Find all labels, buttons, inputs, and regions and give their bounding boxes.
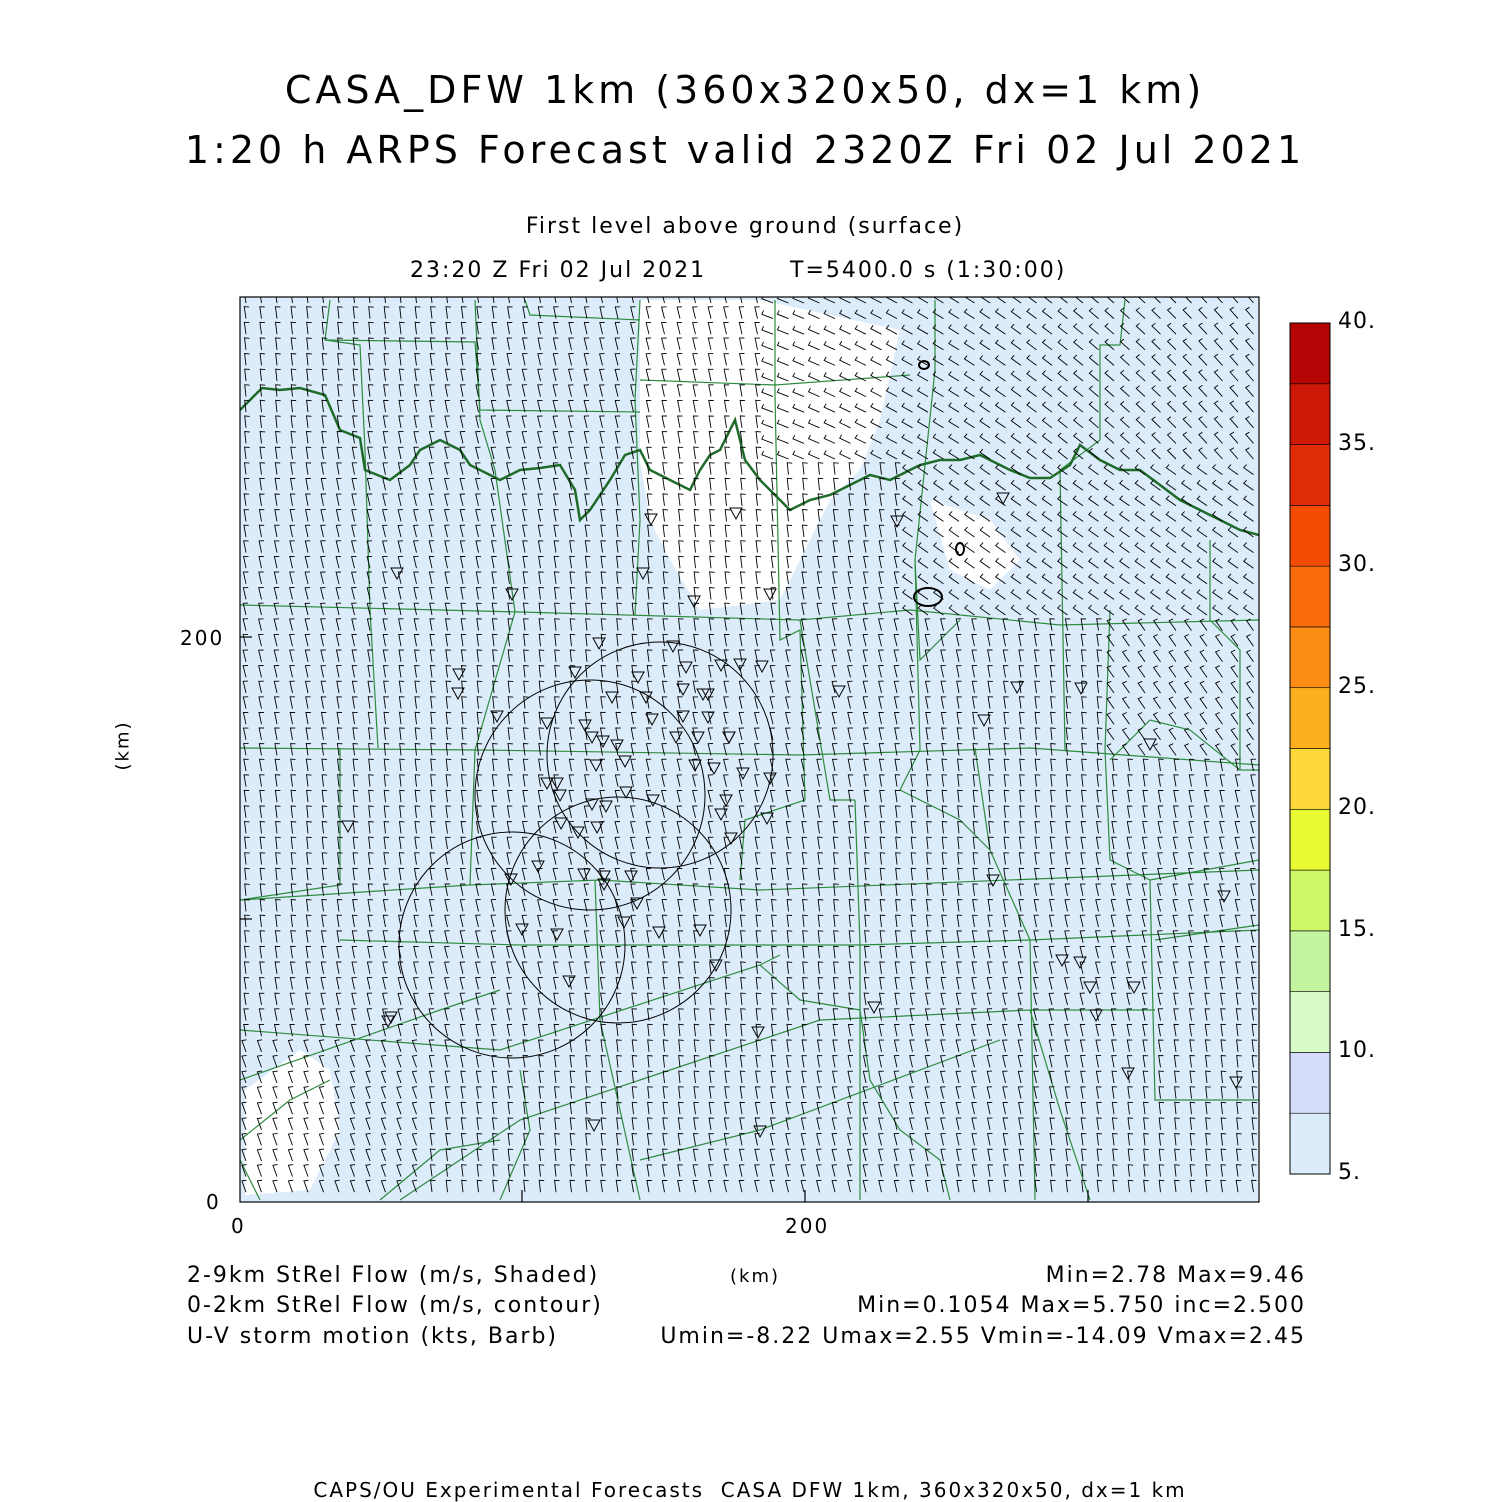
colorbar-segment: [1290, 445, 1330, 506]
model-time-label: T=5400.0 s (1:30:00): [790, 258, 1067, 283]
colorbar-segment: [1290, 505, 1330, 566]
colorbar-segment: [1290, 627, 1330, 688]
colorbar-segment: [1290, 384, 1330, 445]
valid-time-label: 23:20 Z Fri 02 Jul 2021: [410, 258, 707, 283]
shaded-field-stats: Min=2.78 Max=9.46: [1045, 1263, 1306, 1288]
x-tick-200: 200: [785, 1214, 830, 1238]
barb-field-stats: Umin=-8.22 Umax=2.55 Vmin=-14.09 Vmax=2.45: [660, 1324, 1306, 1349]
colorbar-segment: [1290, 870, 1330, 931]
y-tick-200: 200: [180, 626, 225, 650]
y-axis-label: (km): [112, 720, 134, 771]
contour-field-label: 0-2km StRel Flow (m/s, contour): [187, 1293, 603, 1318]
chart-title-line2: 1:20 h ARPS Forecast valid 2320Z Fri 02 Jul 2021: [184, 128, 1306, 172]
colorbar-segment: [1290, 809, 1330, 870]
y-tick-0: 0: [206, 1190, 221, 1214]
contour-field-stats: Min=0.1054 Max=5.750 inc=2.500: [857, 1293, 1306, 1318]
colorbar-segment: [1290, 566, 1330, 627]
colorbar-label: 20.: [1338, 795, 1376, 821]
level-label: First level above ground (surface): [525, 214, 965, 239]
credit-line: CAPS/OU Experimental Forecasts CASA DFW 1km, 360x320x50, dx=1 km: [313, 1478, 1187, 1502]
colorbar-label: 25.: [1338, 673, 1376, 699]
colorbar-label: 40.: [1338, 309, 1376, 334]
colorbar-label: 30.: [1338, 552, 1376, 578]
colorbar-segment: [1290, 323, 1330, 384]
x-tick-0: 0: [231, 1214, 246, 1238]
colorbar-segment: [1290, 931, 1330, 992]
colorbar: [1290, 323, 1330, 1174]
colorbar-segment: [1290, 749, 1330, 810]
shaded-field-label: 2-9km StRel Flow (m/s, Shaded): [187, 1263, 600, 1288]
colorbar-segment: [1290, 688, 1330, 749]
colorbar-label: 5.: [1338, 1160, 1361, 1185]
colorbar-label: 10.: [1338, 1038, 1376, 1064]
chart-title-line1: CASA_DFW 1km (360x320x50, dx=1 km): [284, 68, 1206, 112]
x-axis-unit: (km): [730, 1266, 781, 1287]
colorbar-label: 35.: [1338, 430, 1376, 456]
colorbar-label: 15.: [1338, 916, 1376, 942]
barb-field-label: U-V storm motion (kts, Barb): [187, 1324, 559, 1349]
colorbar-segment: [1290, 1052, 1330, 1113]
colorbar-segment: [1290, 992, 1330, 1053]
colorbar-segment: [1290, 1113, 1330, 1174]
